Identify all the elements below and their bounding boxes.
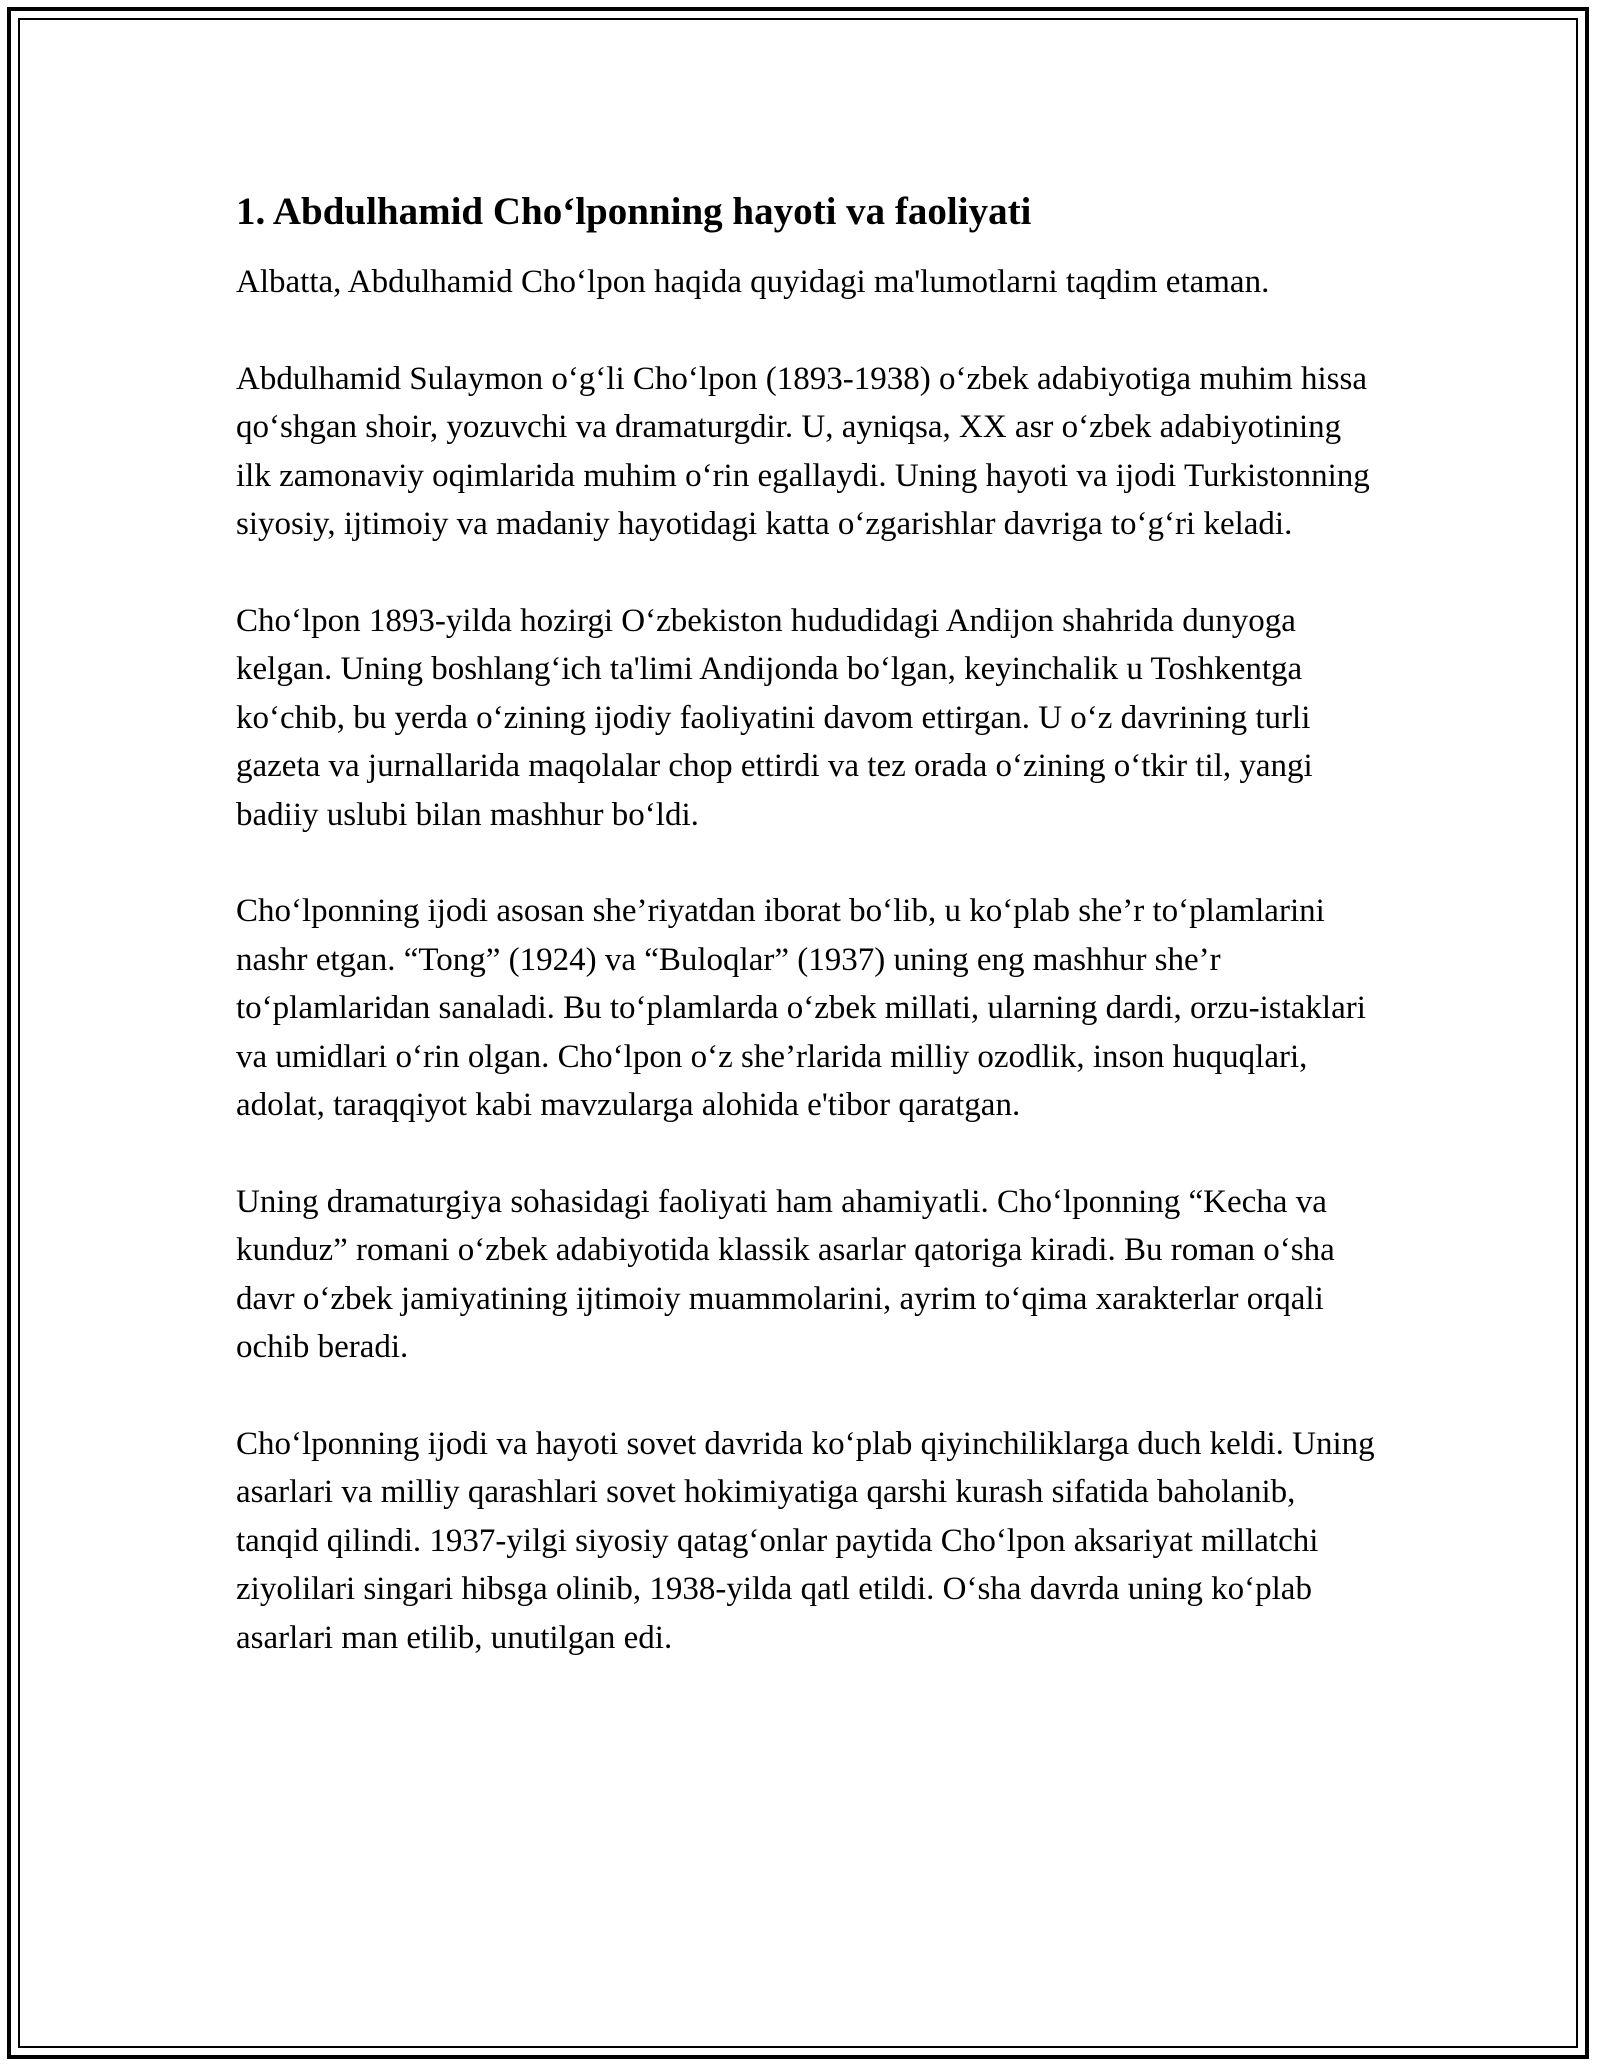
document-body [236, 186, 1376, 1710]
paragraph-biography: Abdulhamid Sulaymon o‘g‘li Cho‘lpon (1893-1938) o‘zbek adabiyotiga muhim hissa qo‘shgan shoir, yozuvchi va dramaturgdir. U, ayniqsa, XX asr o‘zbek adabiyotining ilk zamonaviy oqimlarida muhim o‘rin egallaydi. Uning hayoti va ijodi Turkistonning siyosiy, ijtimoiy va madaniy hayotidagi katta o‘zgarishlar davriga to‘g‘ri keladi. [236, 360, 1370, 542]
paragraph-dramaturgy: Uning dramaturgiya sohasidagi faoliyati ham ahamiyatli. Cho‘lponning “Kecha va kunduz” romani o‘zbek adabiyotida klassik asarlar qatoriga kiradi. Bu roman o‘sha davr o‘zbek jamiyatining ijtimoiy muammolarini, ayrim to‘qima xarakterlar orqali ochib beradi. [236, 1183, 1335, 1365]
paragraph-poetry: Cho‘lponning ijodi asosan she’riyatdan iborat bo‘lib, u ko‘plab she’r to‘plamlarini nashr etgan. “Tong” (1924) va “Buloqlar” (1937) uning eng mashhur she’r to‘plamlaridan sanaladi. Bu to‘plamlarda o‘zbek millati, ularning dardi, orzu-istaklari va umidlari o‘rin olgan. Cho‘lpon o‘z she’rlarida milliy ozodlik, inson huquqlari, adolat, taraqqiyot kabi mavzularga alohida e'tibor qaratgan. [236, 893, 1366, 1123]
paragraph-early-life: Cho‘lpon 1893-yilda hozirgi O‘zbekiston hududidagi Andijon shahrida dunyoga kelgan. Uning boshlang‘ich ta'limi Andijonda bo‘lgan, keyinchalik u Toshkentga ko‘chib, bu yerda o‘zining ijodiy faoliyatini davom ettirgan. U o‘z davrining turli gazeta va jurnallarida maqolalar chop ettirdi va tez orada o‘zining o‘tkir til, yangi badiiy uslubi bilan mashhur bo‘ldi. [236, 602, 1313, 833]
paragraph-soviet-era: Cho‘lponning ijodi va hayoti sovet davrida ko‘plab qiyinchiliklarga duch keldi. Uning asarlari va milliy qarashlari sovet hokimiyatiga qarshi kurash sifatida baholanib, tanqid qilindi. 1937-yilgi siyosiy qatag‘onlar paytida Cho‘lpon aksariyat millatchi ziyolilari singari hibsga olinib, 1938-yilda qatl etildi. O‘sha davrda uning ko‘plab asarlari man etilib, unutilgan edi. [236, 1425, 1375, 1656]
paragraph-intro: Albatta, Abdulhamid Cho‘lpon haqida quyidagi ma'lumotlarni taqdim etaman. [236, 264, 1270, 300]
section-heading: 1. Abdulhamid Cho‘lponning hayoti va faoliyati [236, 190, 1032, 233]
